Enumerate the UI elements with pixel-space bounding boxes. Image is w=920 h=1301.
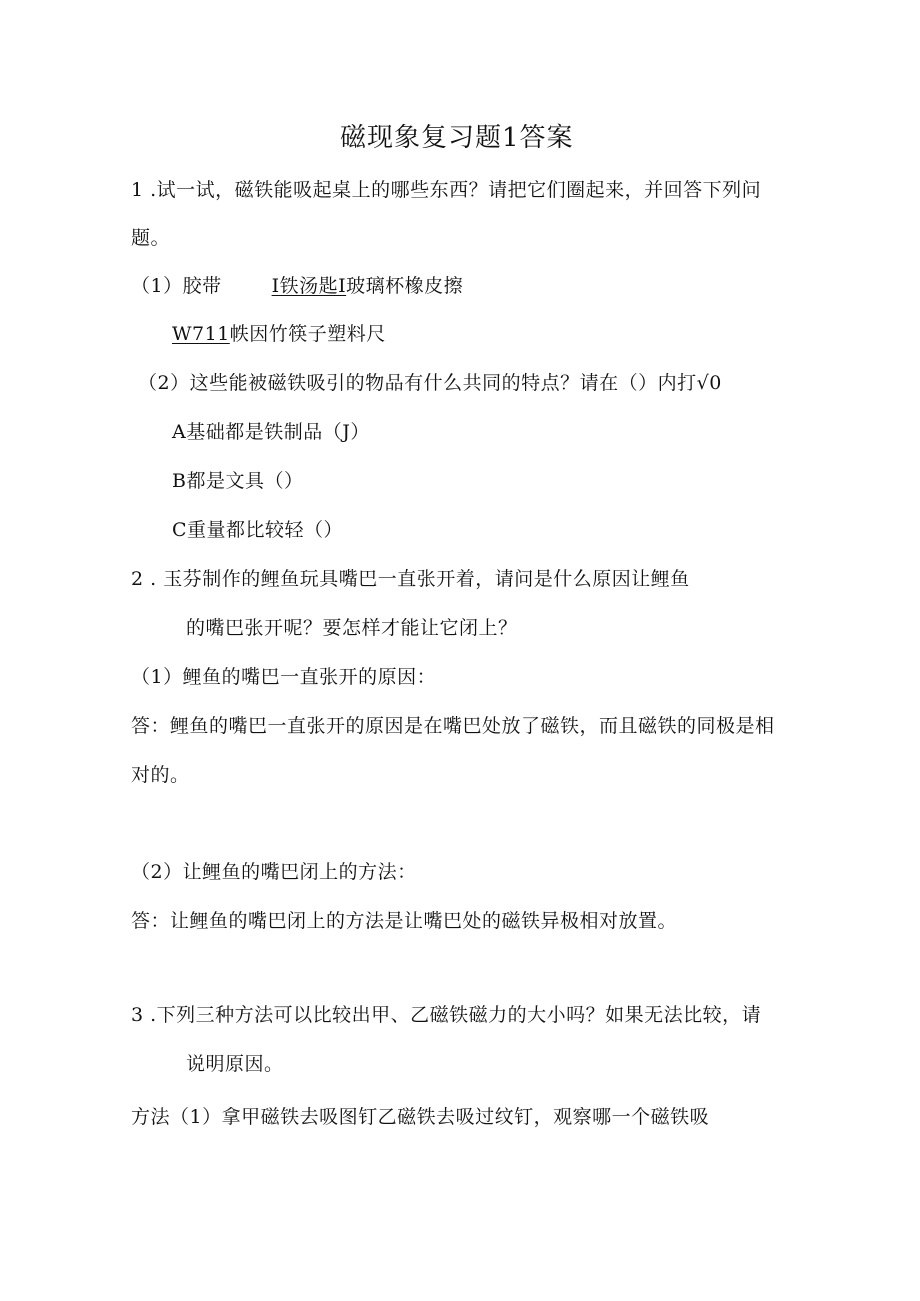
- q2-answer2: 答：让鲤鱼的嘴巴闭上的方法是让嘴巴处的磁铁异极相对放置。: [131, 910, 678, 932]
- q1-line2: 题。: [131, 227, 171, 249]
- q1-line1: 1 .试一试，磁铁能吸起桌上的哪些东西？请把它们圈起来，并回答下列问: [131, 179, 762, 201]
- q3-line2: 说明原因。: [186, 1053, 284, 1075]
- item-others: 玻璃杯橡皮擦: [346, 275, 464, 297]
- q2-sub1: （1）鲤鱼的嘴巴一直张开的原因：: [131, 666, 437, 688]
- q1-items-row1: [131, 274, 463, 298]
- q2-answer1-line2: 对的。: [131, 764, 190, 786]
- q1-option-a: A基础都是铁制品（J）: [172, 421, 370, 443]
- page-title: 磁现象复习题1答案: [340, 123, 574, 153]
- item-tape: （1）胶带: [131, 275, 222, 297]
- item-iron-spoon: I铁汤匙I: [271, 275, 347, 297]
- q3-method1: 方法（1）拿甲磁铁去吸图钉乙磁铁去吸过纹钉，观察哪一个磁铁吸: [131, 1106, 710, 1128]
- q2-answer1-line1: 答：鲤鱼的嘴巴一直张开的原因是在嘴巴处放了磁铁，而且磁铁的同极是相: [131, 715, 775, 737]
- q1-sub2: （2）这些能被磁铁吸引的物品有什么共同的特点？请在（）内打√0: [138, 372, 722, 394]
- q1-option-c: C重量都比较轻（）: [172, 519, 344, 541]
- q1-items-row2: [172, 322, 386, 346]
- item-others-2: 帙因竹筷子塑料尺: [229, 323, 386, 345]
- q2-line1: 2 . 玉芬制作的鲤鱼玩具嘴巴一直张开着，请问是什么原因让鲤鱼: [131, 568, 690, 590]
- item-w711: W711: [172, 323, 230, 345]
- q2-line2: 的嘴巴张开呢？要怎样才能让它闭上？: [186, 617, 518, 639]
- q3-line1: 3 .下列三种方法可以比较出甲、乙磁铁磁力的大小吗？如果无法比较，请: [131, 1004, 762, 1026]
- q2-sub2: （2）让鲤鱼的嘴巴闭上的方法：: [131, 861, 417, 883]
- q1-option-b: B都是文具（）: [172, 470, 304, 492]
